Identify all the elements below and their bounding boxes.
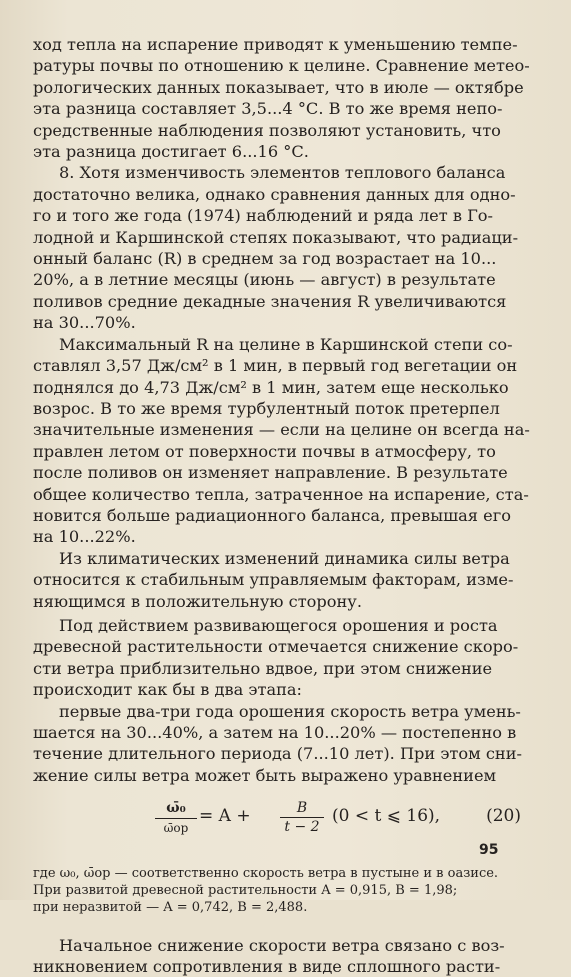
page-body — [33, 34, 530, 977]
text-line: происходит как бы в два этапа: — [33, 680, 302, 700]
text-line: правлен летом от поверхности почвы в атмосферу, то — [33, 441, 496, 461]
text-line: первые два-три года орошения скорость ветра умень- — [59, 701, 521, 721]
fraction-denominator: t − 2 — [284, 819, 320, 836]
text-line: новится больше радиационного баланса, превышая его — [33, 505, 511, 525]
text-line: ратуры почвы по отношению к целине. Сравнение метео- — [33, 56, 530, 76]
text-line: после поливов он изменяет направление. В результате — [33, 463, 508, 483]
text-line: общее количество тепла, затраченное на испарение, ста- — [33, 484, 529, 504]
equation-notes — [33, 866, 525, 916]
text-line: поднялся до 4,73 Дж/см² в 1 мин, затем еще несколько — [33, 377, 509, 397]
notes-paragraph — [33, 866, 525, 916]
text-line: 20%, а в летние месяцы (июнь — август) в результате — [33, 270, 496, 290]
equation-number: (20) — [486, 806, 521, 827]
text-line: средственные наблюдения позволяют установить, что — [33, 120, 501, 140]
equation-20 — [33, 800, 525, 856]
text-line: значительные изменения — если на целине он всегда на- — [33, 420, 530, 440]
text-line: на 10...22%. — [33, 527, 136, 547]
ratio-numerator: ω̄₀ — [155, 800, 197, 819]
text-line: течение длительного периода (7...10 лет). При этом сни- — [33, 744, 522, 764]
paragraph-5 — [33, 615, 525, 701]
text-line: жение силы ветра может быть выражено уравнением — [33, 765, 497, 785]
paragraph-1 — [33, 34, 530, 162]
equation-condition: (0 < t ⩽ 16), — [332, 806, 441, 827]
note-line: при неразвитой — A = 0,742, B = 2,488. — [33, 899, 308, 915]
text-line: рологических данных показывает, что в июле — октябре — [33, 77, 524, 97]
text-line: поливов средние декадные значения R увеличиваются — [33, 291, 507, 311]
text-line: Из климатических изменений динамика силы ветра — [59, 548, 510, 568]
note-line: где ω₀, ω̄ор — соответственно скорость ветра в пустыне и в оазисе. — [33, 866, 499, 882]
text-line: относится к стабильным управляемым факторам, изме- — [33, 570, 514, 590]
fraction-numerator: B — [280, 800, 324, 818]
paragraph-3 — [33, 334, 530, 548]
note-line: При развитой древесной растительности A = 0,915, B = 1,98; — [33, 883, 458, 899]
text-line: онный баланс (R) в среднем за год возрастает на 10... — [33, 249, 497, 269]
equation-body: = A + — [199, 806, 251, 827]
equation-fraction — [280, 800, 324, 835]
text-line: Начальное снижение скорости ветра связано с воз- — [59, 935, 505, 955]
text-line: ход тепла на испарение приводят к уменьшению темпе- — [33, 35, 518, 54]
text-line: эта разница достигает 6...16 °С. — [33, 142, 309, 162]
text-line: никновением сопротивления в виде сплошного расти- — [33, 957, 501, 977]
text-line: Максимальный R на целине в Каршинской степи со- — [59, 334, 513, 354]
paragraph-6 — [33, 701, 525, 787]
ratio-denominator: ω̄ор — [163, 821, 189, 836]
text-line: возрос. В то же время турбулентный поток претерпел — [33, 398, 500, 418]
text-line: на 30...70%. — [33, 313, 136, 333]
text-line: шается на 30...40%, а затем на 10...20% — постепенно в — [33, 723, 517, 742]
equation-ratio — [155, 800, 197, 835]
text-line: эта разница составляет 3,5...4 °С. В то же время непо- — [33, 99, 503, 119]
page-number: 95 — [479, 842, 499, 858]
text-line: Под действием развивающегося орошения и роста — [59, 615, 498, 635]
paragraph-4 — [33, 548, 525, 612]
text-line: ставлял 3,57 Дж/см² в 1 мин, в первый год вегетации он — [33, 356, 518, 376]
text-line: лодной и Каршинской степях показывают, что радиаци- — [33, 227, 519, 247]
text-line: достаточно велика, однако сравнения данных для одно- — [33, 184, 516, 204]
paragraph-7 — [33, 935, 525, 977]
text-line: няющимся в положительную сторону. — [33, 591, 362, 611]
text-line: сти ветра приблизительно вдвое, при этом снижение — [33, 658, 493, 678]
text-line: го и того же года (1974) наблюдений и ряда лет в Го- — [33, 206, 494, 226]
paragraph-2 — [33, 162, 525, 333]
text-line: древесной растительности отмечается снижение скоро- — [33, 637, 519, 657]
text-line: 8. Хотя изменчивость элементов теплового баланса — [59, 163, 506, 183]
